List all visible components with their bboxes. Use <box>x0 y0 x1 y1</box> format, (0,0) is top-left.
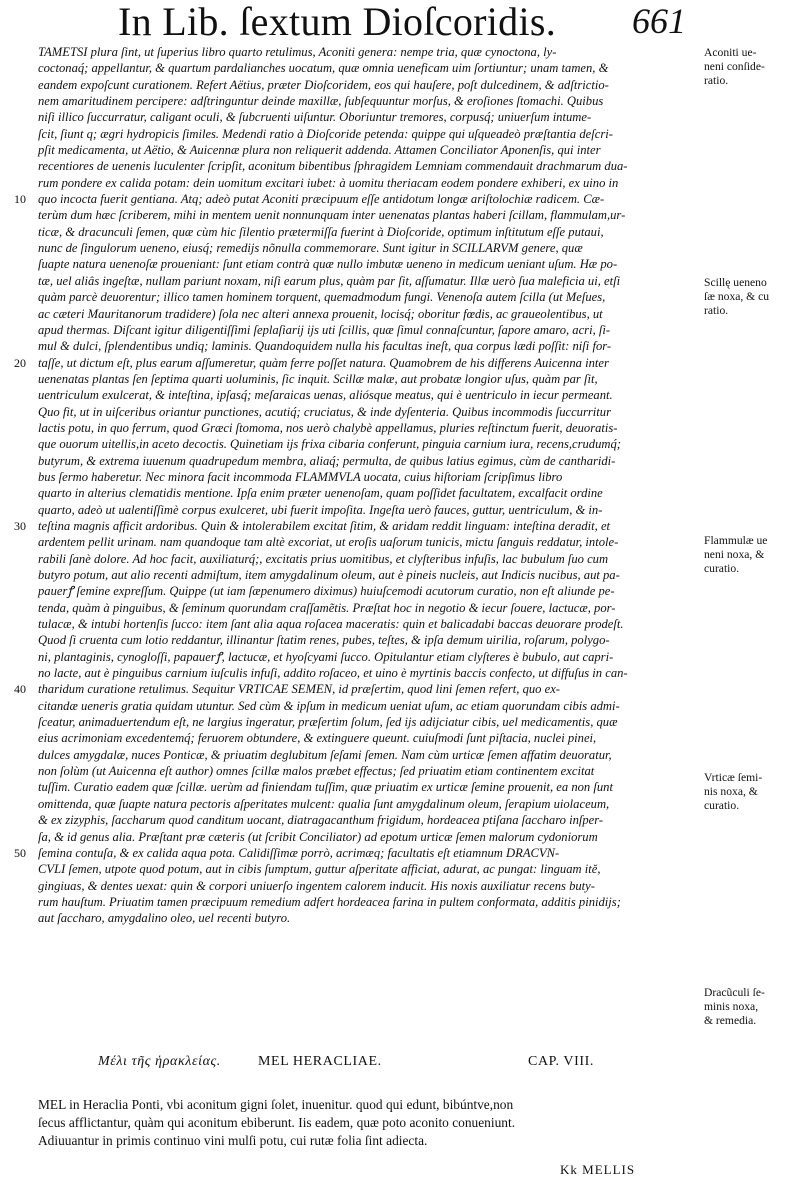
text-line: pſit medicamenta, ut Aëtio, & Auicennæ plura non reliquerit addenda. Attamen Conciliator Aponenſis, qui inter <box>38 143 601 158</box>
marginal-note-line: ſæ noxa, & cu <box>704 290 770 303</box>
text-line: tulacæ, & intubi hortenſis ſucco: item ſant alia aqua roſacea maceratis: quin et balicadabi baccas deuorare prodeſt. <box>38 617 624 632</box>
commentary-body <box>14 44 704 927</box>
text-line: eandem expoſcunt curationem. Refert Aëtius, præter Dioſcoridem, eos qui hauſere, poſt dulcedinem, & adſtrictio- <box>38 77 609 92</box>
line-number: 20 <box>14 355 26 370</box>
page-header <box>0 0 787 48</box>
text-line: non ſolùm (ut Auicenna eſt author) omnes ſcillæ malos præbet effectus; ſed priuatim etiam continentem excitat <box>38 764 595 779</box>
text-line: eius acrimoniam excedentemq́; feruorem obtundere, & extinguere queunt. cuiuſmodi ſunt piſtacia, nuclei pinei, <box>38 731 597 746</box>
marginal-note-line: Vrticæ ſemi- <box>704 771 763 784</box>
signature-catchword: Kk MELLIS <box>560 1162 636 1177</box>
text-line: citandæ ueneris gratia quidam utuntur. Sed cùm & ipſum in medicum ueniat uſum, ac etiam quorundam cibis admi- <box>38 698 620 713</box>
text-line: no lacte, aut è pinguibus carnium iuſculis infuſi, addito roſaceo, et uino è myrtinis baccis confecto, ut diffuſus in can- <box>38 666 628 681</box>
text-line: uenenatas plantas ſen ſeptima quarti uoluminis, ſic inquit. Scillæ malæ, aut probatæ longior uſus, quàm par ſit, <box>38 371 598 386</box>
marginal-note-line: neni conſide- <box>704 60 765 73</box>
line-number: 30 <box>14 518 26 533</box>
text-line: aut ſaccharo, amygdalino oleo, uel recenti butyro. <box>38 911 291 926</box>
text-line-50 <box>14 845 704 861</box>
text-line: ſecus afflictantur, quàm qui aconitum ebiberunt. Iis eadem, quæ poto aconito conueniunt. <box>38 1115 516 1130</box>
text-line: nunc de ſingulorum ueneno, eiusq́; remedijs nõnulla commemorare. Sunt igitur in SCILLARVM genere, quæ <box>38 241 583 256</box>
marginal-note-line: neni noxa, & <box>704 548 765 561</box>
text-line: ſceatur, animaduertendum eſt, ne largius ingeratur, præſertim ſolum, ſed ijs adijciatur cibis, uel medicamentis, quæ <box>38 715 618 730</box>
text-line: rum hauſtum. Priuatim tamen præcipuum remedium adfert hordeacea farina in pultem conformata, additis pinidijs; <box>38 894 621 909</box>
marginal-note-line: Scillę ueneno <box>704 276 767 289</box>
marginal-note-line: ratio. <box>704 74 729 87</box>
running-title: In Lib. ſextum Dioſcoridis. <box>118 0 557 44</box>
text-line: & ex zizyphis, ſaccharum quod canditum uocant, diatragacanthum frigidum, hordeacea ptiſana ſaccharo inſper- <box>38 813 604 828</box>
text-line: ardentem pellit urinam. nam quandoque tam altè excoriat, ut eroſis uaſorum tunicis, mictu ſanguis reddatur, intole- <box>38 535 619 550</box>
text-line: Quo fit, ut in uiſceribus oriantur punctiones, acutiq́; cruciatus, & inde dyſenteria. Quibus incommodis ſuccurritur <box>38 404 611 419</box>
text-line: tharidum curatione retulimus. Sequitur VRTICAE SEMEN, id præſertim, quod lini ſemen refert, quo ex- <box>38 682 561 697</box>
text-line: ni, plantaginis, cynogloſſi, papauerꝭ, lactucæ, et hyoſcyami ſucco. Opitulantur etiam clyſteres è bubulo, aut capri- <box>38 649 614 664</box>
text-line: ſemina contuſa, & ex calida aqua pota. Calidiſſimæ porrò, acrimæq; facultatis eſt etiamnum DRACVN- <box>38 845 560 860</box>
text-line: tuſſim. Curatio eadem quæ ſcillæ. uerùm ad finiendam tuſſim, quæ priuatim ex urticæ ſemine prouenit, ea non ſunt <box>38 780 613 795</box>
text-line: quarto, adeò ut ualentiſſimè corpus exulceret, ubi fuerit impoſita. Ingeſta uerò fauces, guttur, uentriculum, & in- <box>38 502 603 517</box>
text-line: bus ſermo haberetur. Nec minora facit incommoda FLAMMVLA uocata, cuius hiſtoriam ſcripſimus libro <box>38 469 563 484</box>
text-line: ticæ, & dracunculi ſemen, quæ cùm hic ſilentio prætermiſſa fuerint à Dioſcoride, optimum inſtitutum eſſe putaui, <box>38 224 604 239</box>
text-line: butyrum, & extrema iuuenum quadrupedum membra, aliaq́; permulta, de quibus latius egimus, cùm de cantharidi- <box>38 453 616 468</box>
line-number: 10 <box>14 192 26 207</box>
text-line: quarto in alterius clematidis mentione. Ipſa enim præter uenenoſam, quam poſſidet facultatem, excalfacit ordine <box>38 486 603 501</box>
chapter-latin-title: MEL HERACLIAE. <box>258 1054 382 1069</box>
text-line: ac cæteri Mauritanorum tradidere) ſola nec alteri annexa prouenit, locisq́; oboritur fœdis, ac graueolentibus, ut <box>38 306 603 321</box>
text-line: terùm dum hæc ſcriberem, mihi in mentem uenit nonnunquam inter uenenatas plantas haberi ſcillam, flammulam,ur- <box>38 208 626 223</box>
marginal-note-flammula <box>704 534 786 576</box>
text-line-10 <box>14 191 704 207</box>
marginal-note-aconite <box>704 46 786 88</box>
marginal-note-line: nis noxa, & <box>704 785 758 798</box>
text-line: Adiuuantur in primis continuo vini mulſi potu, cui rutæ folia ſint adiecta. <box>38 1133 428 1148</box>
marginal-note-line: Flammulæ ue <box>704 534 768 547</box>
marginal-note-nettle <box>704 771 786 813</box>
marginal-note-line: & remedia. <box>704 1014 757 1027</box>
marginal-note-line: curatio. <box>704 799 740 812</box>
marginal-note-squill <box>704 276 786 318</box>
text-line: que ouorum uitellis,in aceto decoctis. Quinetiam ijs frixa cibaria conferunt, pinguia carnium iura, recens,crudumq́; <box>38 437 621 452</box>
text-line: mul & dulci, ſplendentibus undiq; laminis. Quandoquidem nulla his facultas ineſt, qua corpus lædi poſſit: niſi for- <box>38 339 612 354</box>
chapter-number: CAP. VIII. <box>528 1054 595 1069</box>
text-line: dulces amygdalæ, nuces Ponticæ, & priuatim deglubitum ſeſami ſemen. Nam cùm urticæ ſemen affatim deuoratur, <box>38 747 612 762</box>
text-line-40 <box>14 681 704 697</box>
text-line: quo incocta fuerit gentiana. Atq; adeò putat Aconiti præcipuum eſſe antidotum longæ ariſtolochiæ radicem. Cæ- <box>38 192 605 207</box>
text-line: rum pondere ex calida potam: dein uomitum excitari iubet: à uomitu theriacam eodem pondere exhiberi, ex uino in <box>38 175 619 190</box>
text-line-20 <box>14 355 704 371</box>
text-line: coctonaq́; appellantur, & quartum pardalianches uocatum, quæ omnia ueneficam uim ſortiuntur; unam tamen, & <box>38 61 609 76</box>
text-line: recentiores de uenenis luculenter ſcripſit, aconitum bibentibus ſphragidem Lemniam commendauit drachmarum dua- <box>38 159 628 174</box>
text-line: niſi illico ſuccurratur, caligant oculi, & ſubcruenti uiſuntur. Oboriuntur tremores, corpusq́; uniuerſum intume- <box>38 110 592 125</box>
text-line: lactis potu, in quo ferrum, quod Græci ſtomoma, nos uerò chalybè appellamus, pluries reſtinctum fuerit, deuoratis- <box>38 420 618 435</box>
marginal-note-line: curatio. <box>704 562 740 575</box>
text-line: tenda, quàm à pinguibus, & ſeminum quorundam craſſamẽtis. Præſtat hoc in negotio & iecur ſouere, lactucæ, por- <box>38 600 616 615</box>
marginal-note-line: ratio. <box>704 304 729 317</box>
text-line: quàm parcè deuorentur; illico tamen hominem torquent, quemadmodum fungi. Venenoſa autem ſcilla (ut Meſues, <box>38 290 606 305</box>
text-line: butyro potum, aut alio recenti admiſtum, item amygdalinum oleum, aut è pineis nucleis, aut Indicis nucibus, aut pa- <box>38 568 620 582</box>
text-line: Quod ſi cruenta cum lotio reddantur, illinantur ſtatim renes, pubes, teſtes, & ipſa demum uirilia, roſarum, polygo- <box>38 633 610 648</box>
text-line: MEL in Heraclia Ponti, vbi aconitum gigni ſolet, inuenitur. quod qui edunt, bibúntve,non <box>38 1097 514 1112</box>
text-line: TAMETSI plura ſint, ut ſuperius libro quarto retulimus, Aconiti genera: nempe tria, quæ cynoctona, ly- <box>38 45 557 59</box>
line-number: 40 <box>14 682 26 697</box>
text-line: uentriculum exulcerat, & inteſtina, ipſasq́; meſaraicas uenas, aliósque meatus, qui è uentriculo in iecur permeant. <box>38 388 613 403</box>
text-line: omittenda, quæ ſuapte natura pectoris aſperitates mulcent: qualia ſunt amygdalinum oleum, ſerapium uiolaceum, <box>38 796 610 811</box>
marginal-note-dracunculus <box>704 986 786 1028</box>
chapter-greek-title: Μέλι τῆς ἡρακλείας. <box>98 1054 221 1069</box>
chapter-text <box>38 1096 704 1150</box>
text-line: nem amaritudinem percipere: adſtringuntur deinde maxillæ, ſubſequuntur morſus, & eroſiones ſtomachi. Quibus <box>38 94 604 109</box>
text-line: ſuapte natura uenenoſæ proueniant: ſunt etiam contrà quæ nullo imbutæ ueneno in medicum ueniant uſum. Hæ po- <box>38 257 618 272</box>
marginal-note-line: minis noxa, <box>704 1000 759 1013</box>
line-number: 50 <box>14 845 26 860</box>
text-line: tæ, uel aliâs ingeſtæ, nullam pariunt noxam, niſi earum plus, quàm par ſit, aſſumatur. Illæ uerò ſua maleficia ui, etſi <box>38 273 621 288</box>
text-line: rabili ſanè dolore. Ad hoc facit, auxiliaturq́;, excitatis prius uomitibus, et clyſteribus infuſis, lac bubulum ſuo cum <box>38 551 609 566</box>
marginal-note-line: Dracũculi ſe- <box>704 986 765 999</box>
text-line: gingiuas, & dentes uexat: quin & corpori uniuerſo ingentem calorem inducit. His noxis auxiliatur recens buty- <box>38 878 595 893</box>
text-line: apud thermas. Diſcant igitur diligentiſſimi ſeplaſiarij ijs uti ſcillis, quæ ſimul connaſcuntur, ſapore amaro, acri, ſi- <box>38 322 611 337</box>
text-line: CVLI ſemen, utpote quod potum, aut in cibis ſumptum, guttur aſperitate afficiat, adurat, ac pungat: linguam itě, <box>38 862 601 877</box>
text-line: ſa, & id genus alia. Præſtant præ cæteris (ut ſcribit Conciliator) ad epotum urticæ ſemen malorum cydoniorum <box>38 829 598 844</box>
text-line-30 <box>14 518 704 534</box>
marginal-note-line: Aconiti ue- <box>704 46 757 59</box>
text-line: teſtina magnis afficit ardoribus. Quin & intolerabilem excitat ſitim, & aridam reddit linguam: inteſtina deradit, et <box>38 518 611 533</box>
text-line: ſcit, ſiunt q; ægri hydropicis ſimiles. Medendi ratio à Dioſcoride petenda: quippe qui uſqueadeò præſtantia deſcri- <box>38 126 613 141</box>
text-line: taſſe, ut dictum eſt, plus earum aſſumeretur, quàm ferre poſſet natura. Quamobrem de his differens Auicenna inter <box>38 355 609 370</box>
text-line: pauerꝭ ſemine expreſſum. Quippe (ut iam ſæpenumero diximus) huiuſcemodi acutorum curatio, non eſt aliunde pe- <box>38 584 615 599</box>
page-number: 661 <box>632 1 686 41</box>
